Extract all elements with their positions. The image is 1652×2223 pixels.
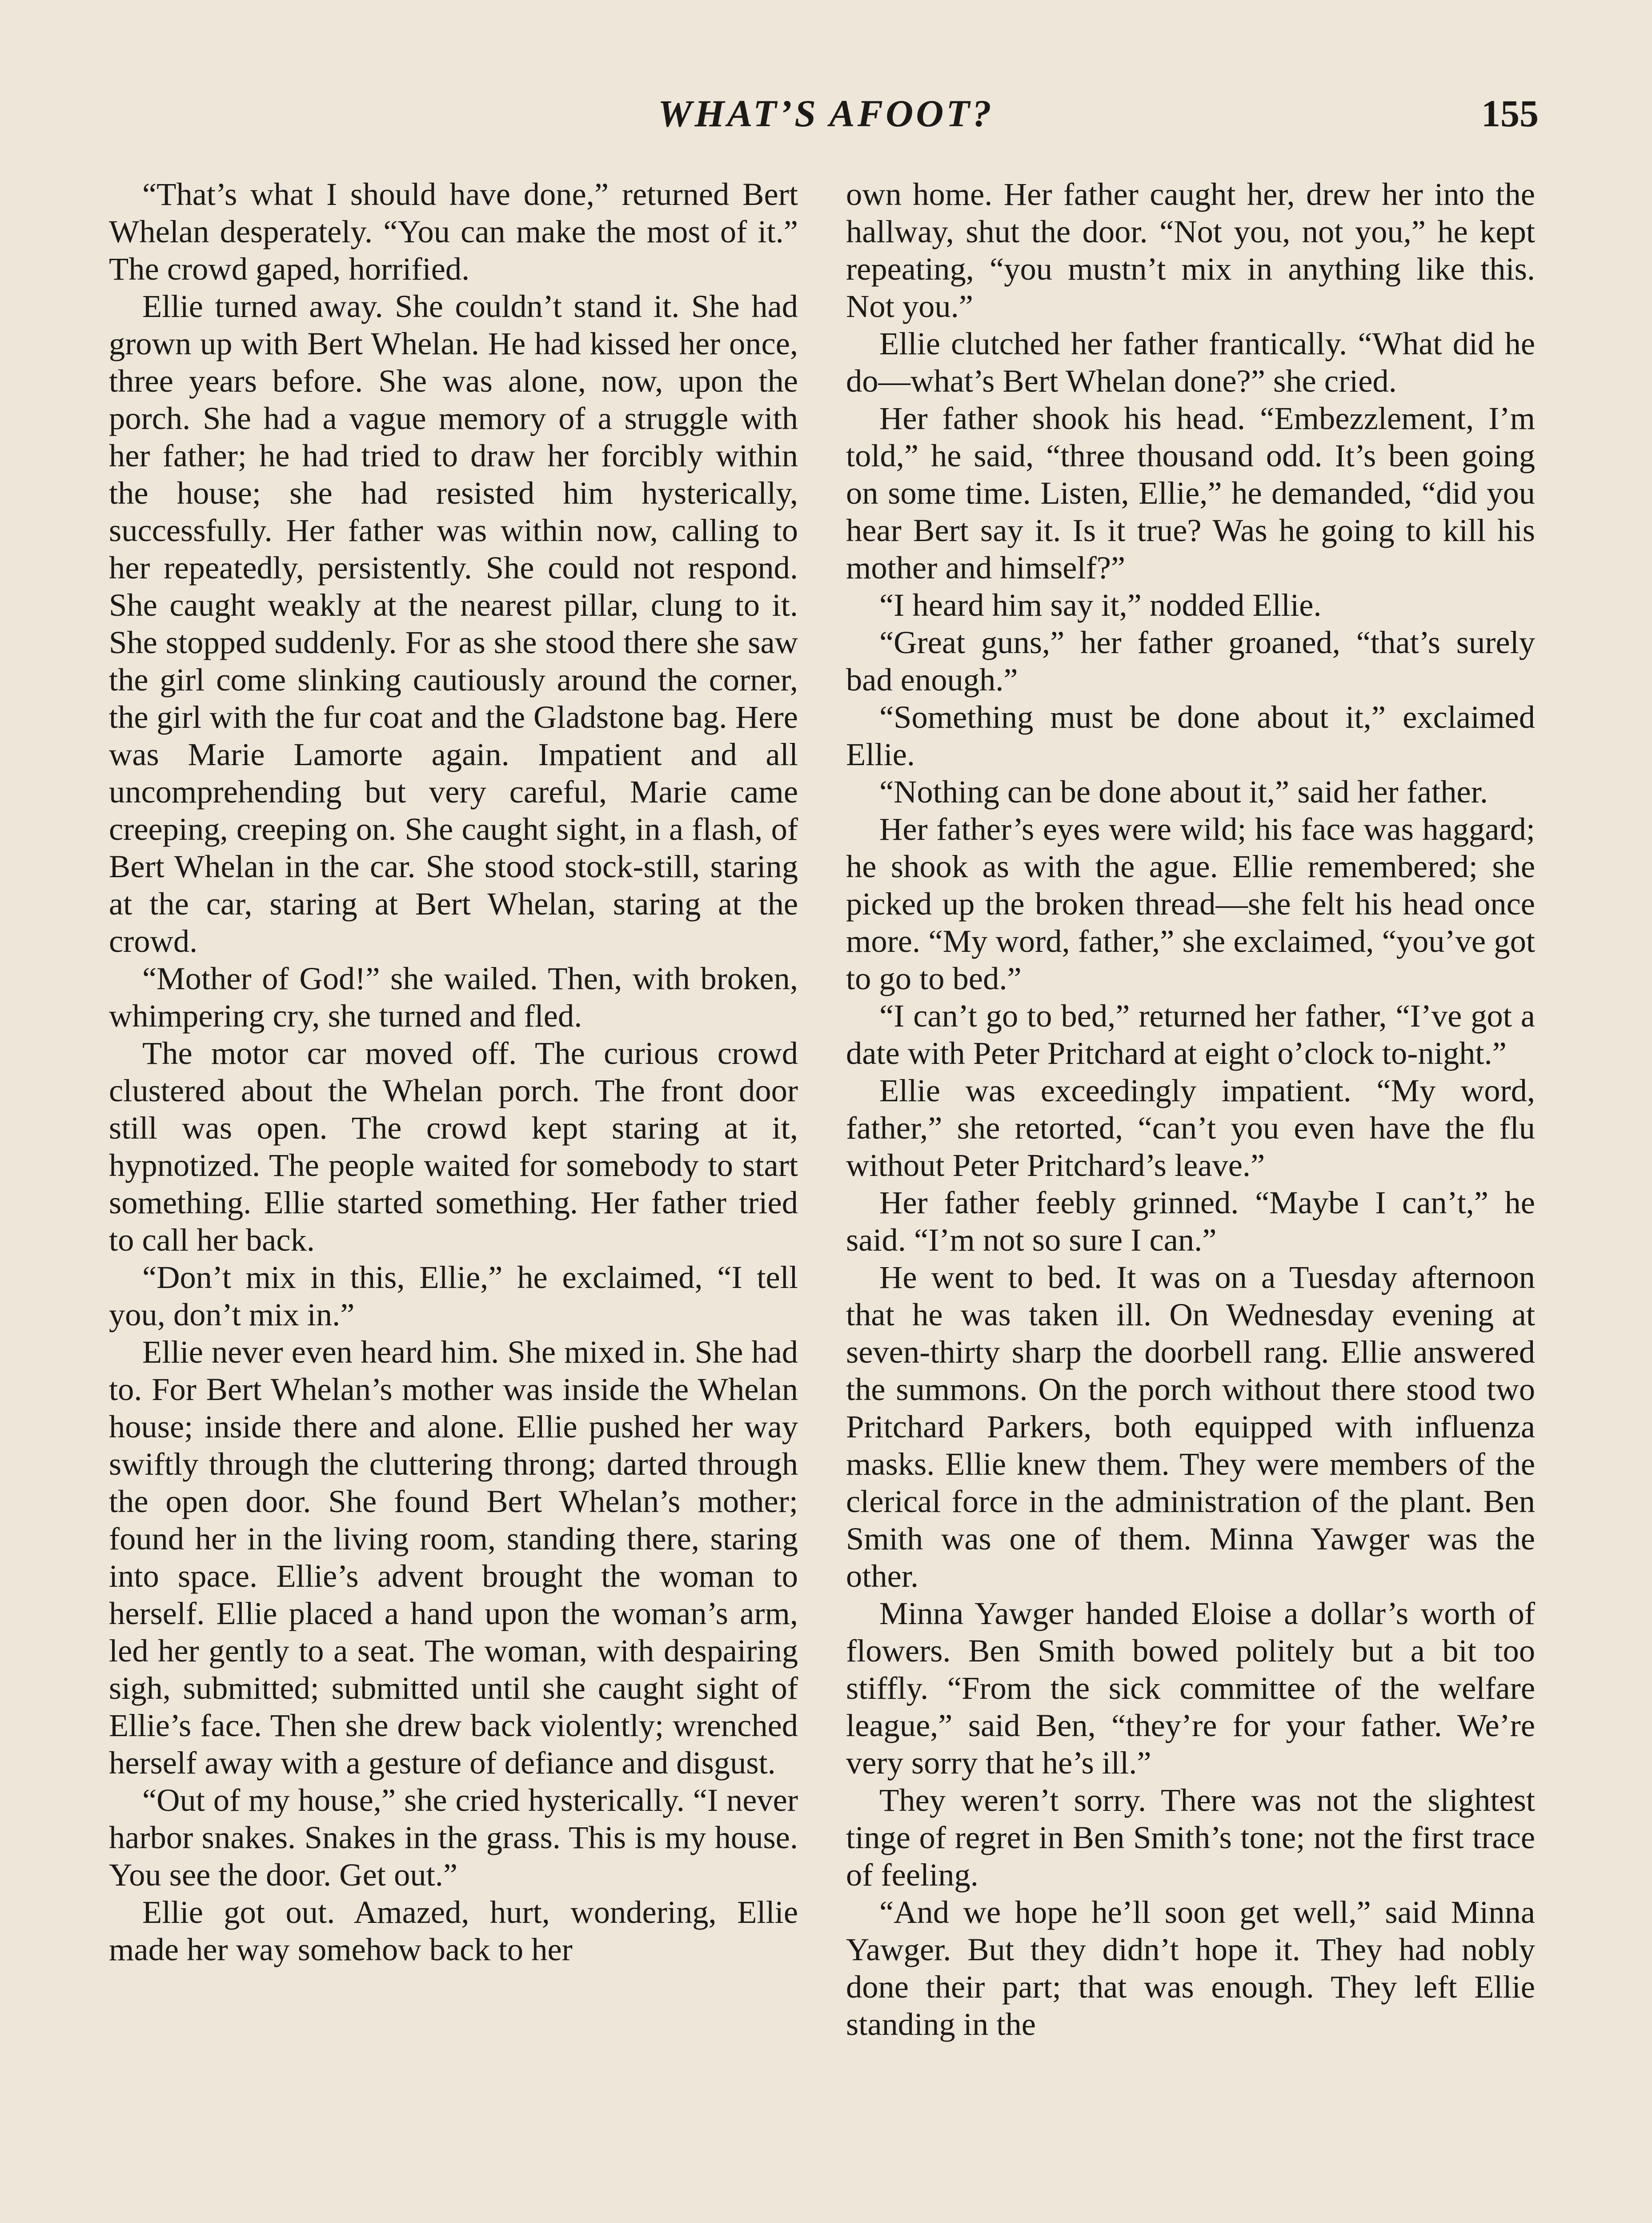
paragraph: They weren’t sorry. There was not the slightest tinge of regret in Ben Smith’s tone; not the first trace of feeling. (846, 1782, 1535, 1893)
paragraph: “Something must be done about it,” exclaimed Ellie. (846, 699, 1535, 772)
paragraph: “Nothing can be done about it,” said her father. (879, 774, 1488, 810)
paragraph: Minna Yawger handed Eloise a dollar’s worth of flowers. Ben Smith bowed politely but a bit too stiffly. “From the sick committee of the welfare league,” said Ben, “they’re for your father. We’re very sorry that he’s ill.” (846, 1595, 1535, 1781)
paragraph: “Mother of God!” she wailed. Then, with broken, whimpering cry, she turned and fled. (109, 960, 798, 1034)
paragraph: Ellie was exceedingly impatient. “My word, father,” she retorted, “can’t you even have the flu without Peter Pritchard’s leave.” (846, 1072, 1535, 1183)
paragraph: Her father feebly grinned. “Maybe I can’t,” he said. “I’m not so sure I can.” (846, 1184, 1535, 1258)
right-column (846, 176, 1535, 2043)
paragraph: Ellie turned away. She couldn’t stand it. She had grown up with Bert Whelan. He had kissed her once, three years before. She was alone, now, upon the porch. She had a vague memory of a struggle with her father; he had tried to draw her forcibly within the house; she had resisted him hysterically, successfully. Her father was within now, calling to her repeatedly, persistently. She could not respond. She caught weakly at the nearest pillar, clung to it. She stopped suddenly. For as she stood there she saw the girl come slinking cautiously around the corner, the girl with the fur coat and the Gladstone bag. Here was Marie Lamorte again. Impatient and all uncomprehending but very careful, Marie came creeping, creeping on. She caught sight, in a flash, of Bert Whelan in the car. She stood stock-still, staring at the car, staring at Bert Whelan, staring at the crowd. (109, 288, 798, 959)
paragraph: “Out of my house,” she cried hysterically. “I never harbor snakes. Snakes in the grass. This is my house. You see the door. Get out.” (109, 1782, 798, 1893)
paragraph: Her father’s eyes were wild; his face was haggard; he shook as with the ague. Ellie remembered; she picked up the broken thread—she felt his head once more. “My word, father,” she exclaimed, “you’ve got to go to bed.” (846, 811, 1535, 996)
running-title: WHAT’S AFOOT? (658, 92, 994, 135)
paragraph: “Don’t mix in this, Ellie,” he exclaimed, “I tell you, don’t mix in.” (109, 1259, 798, 1332)
paragraph: Ellie never even heard him. She mixed in. She had to. For Bert Whelan’s mother was inside the Whelan house; inside there and alone. Ellie pushed her way swiftly through the cluttering throng; darted through the open door. She found Bert Whelan’s mother; found her in the living room, standing there, staring into space. Ellie’s advent brought the woman to herself. Ellie placed a hand upon the woman’s arm, led her gently to a seat. The woman, with despairing sigh, submitted; submitted until she caught sight of Ellie’s face. Then she drew back violently; wrenched herself away with a gesture of defiance and disgust. (109, 1334, 798, 1781)
paragraph: The motor car moved off. The curious crowd clustered about the Whelan porch. The front door still was open. The crowd kept staring at it, hypnotized. The people waited for somebody to start something. Ellie started something. Her father tried to call her back. (109, 1035, 798, 1258)
paragraph: “I can’t go to bed,” returned her father, “I’ve got a date with Peter Pritchard at eight o’clock to-night.” (846, 998, 1535, 1071)
paragraph: “And we hope he’ll soon get well,” said Minna Yawger. But they didn’t hope it. They had nobly done their part; that was enough. They left Ellie standing in the (846, 1894, 1535, 2042)
paragraph: “That’s what I should have done,” returned Bert Whelan desperately. “You can make the most of it.” The crowd gaped, horrified. (109, 176, 798, 287)
paragraph: Her father shook his head. “Embezzlement, I’m told,” he said, “three thousand odd. It’s been going on some time. Listen, Ellie,” he demanded, “did you hear Bert say it. Is it true? Was he going to kill his mother and himself?” (846, 400, 1535, 586)
paragraph: “I heard him say it,” nodded Ellie. (879, 587, 1322, 623)
page-number: 155 (1481, 92, 1539, 135)
page-header (0, 91, 1652, 144)
paragraph: Ellie got out. Amazed, hurt, wondering, Ellie made her way somehow back to her (109, 1894, 798, 1967)
paragraph-continuation: own home. Her father caught her, drew her into the hallway, shut the door. “Not you, not you,” he kept repeating, “you mustn’t mix in anything like this. Not you.” (846, 176, 1535, 324)
paragraph: “Great guns,” her father groaned, “that’s surely bad enough.” (846, 624, 1535, 698)
paragraph: Ellie clutched her father frantically. “What did he do—what’s Bert Whelan done?” she cried. (846, 325, 1535, 399)
left-column (109, 176, 798, 1968)
paragraph: He went to bed. It was on a Tuesday afternoon that he was taken ill. On Wednesday evening at seven-thirty sharp the doorbell rang. Ellie answered the summons. On the porch without there stood two Pritchard Parkers, both equipped with influenza masks. Ellie knew them. They were members of the clerical force in the administration of the plant. Ben Smith was one of them. Minna Yawger was the other. (846, 1259, 1535, 1594)
